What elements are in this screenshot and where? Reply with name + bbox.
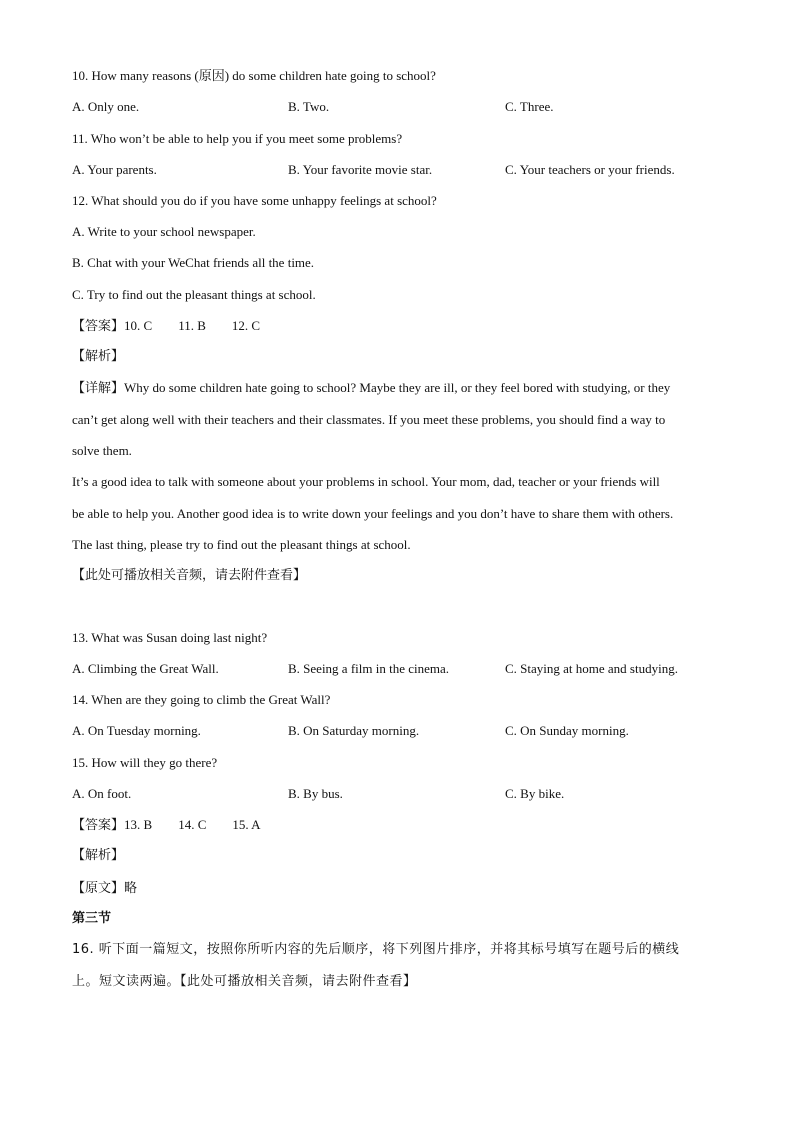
question-14-option-c: C. On Sunday morning.: [505, 723, 629, 738]
question-15-option-b: B. By bus.: [288, 786, 343, 801]
detail-line-5: be able to help you. Another good idea is to write down your feelings and you don’t have to share them with others.: [72, 506, 674, 521]
answer-item: 11. B: [178, 318, 206, 333]
question-11-option-b: B. Your favorite movie star.: [288, 162, 433, 177]
question-15-option-c: C. By bike.: [505, 786, 565, 801]
audio-note-1: 【此处可播放相关音频，请去附件查看】: [72, 568, 307, 583]
answer-item: 14. C: [178, 817, 207, 832]
analysis-heading-1: 【解析】: [72, 349, 125, 364]
section-heading: 第三节: [72, 911, 112, 926]
detail-line-2: can’t get along well with their teachers and their classmates. If you meet these problems, you should find a way to: [72, 412, 666, 427]
answer-label: 【答案】: [72, 319, 125, 334]
question-13-option-a: A. Climbing the Great Wall.: [72, 661, 219, 676]
question-13-option-c: C. Staying at home and studying.: [505, 661, 678, 676]
detail-line-1: [72, 380, 670, 397]
original-text: 略: [124, 881, 138, 896]
answer-label: 【答案】: [72, 818, 125, 833]
question-13-option-b: B. Seeing a film in the cinema.: [288, 661, 450, 676]
answer-block-1: [72, 318, 260, 335]
question-12-option-c: C. Try to find out the pleasant things at school.: [72, 287, 316, 302]
analysis-heading-2: 【解析】: [72, 848, 125, 863]
question-16-line-2: 上。短文读两遍。【此处可播放相关音频，请去附件查看】: [72, 974, 417, 989]
question-16-line-1: 16. 听下面一篇短文，按照你所听内容的先后顺序，将下列图片排序，并将其标号填写在题号后的横线: [72, 942, 680, 957]
answer-item: 12. C: [231, 318, 261, 333]
question-11-stem: 11. Who won’t be able to help you if you meet some problems?: [72, 131, 403, 146]
answer-item: 13. B: [124, 817, 153, 832]
original-label: 【原文】: [72, 881, 125, 896]
question-14-option-b: B. On Saturday morning.: [288, 723, 420, 738]
original-text-line: [72, 880, 137, 897]
answer-block-2: [72, 817, 261, 834]
question-10-stem: 10. How many reasons (原因) do some children hate going to school?: [72, 68, 436, 83]
detail-line-3: solve them.: [72, 443, 132, 458]
detail-line-4: It’s a good idea to talk with someone about your problems in school. Your mom, dad, teacher or your friends will: [72, 474, 660, 489]
question-14-stem: 14. When are they going to climb the Great Wall?: [72, 692, 331, 707]
answer-item: 10. C: [124, 318, 153, 333]
question-10-option-b: B. Two.: [288, 99, 330, 114]
detail-line-6: The last thing, please try to find out the pleasant things at school.: [72, 537, 411, 552]
detail-label: 【详解】: [72, 381, 125, 396]
question-12-option-a: A. Write to your school newspaper.: [72, 224, 256, 239]
question-11-option-a: A. Your parents.: [72, 162, 157, 177]
question-15-option-a: A. On foot.: [72, 786, 132, 801]
question-15-stem: 15. How will they go there?: [72, 755, 218, 770]
question-13-stem: 13. What was Susan doing last night?: [72, 630, 268, 645]
question-14-option-a: A. On Tuesday morning.: [72, 723, 201, 738]
question-12-stem: 12. What should you do if you have some unhappy feelings at school?: [72, 193, 437, 208]
detail-text: Why do some children hate going to school? Maybe they are ill, or they feel bored with studying, or they: [124, 380, 671, 395]
question-11-option-c: C. Your teachers or your friends.: [505, 162, 675, 177]
question-10-option-a: A. Only one.: [72, 99, 140, 114]
answer-item: 15. A: [232, 817, 261, 832]
question-12-option-b: B. Chat with your WeChat friends all the time.: [72, 255, 315, 270]
question-10-option-c: C. Three.: [505, 99, 554, 114]
